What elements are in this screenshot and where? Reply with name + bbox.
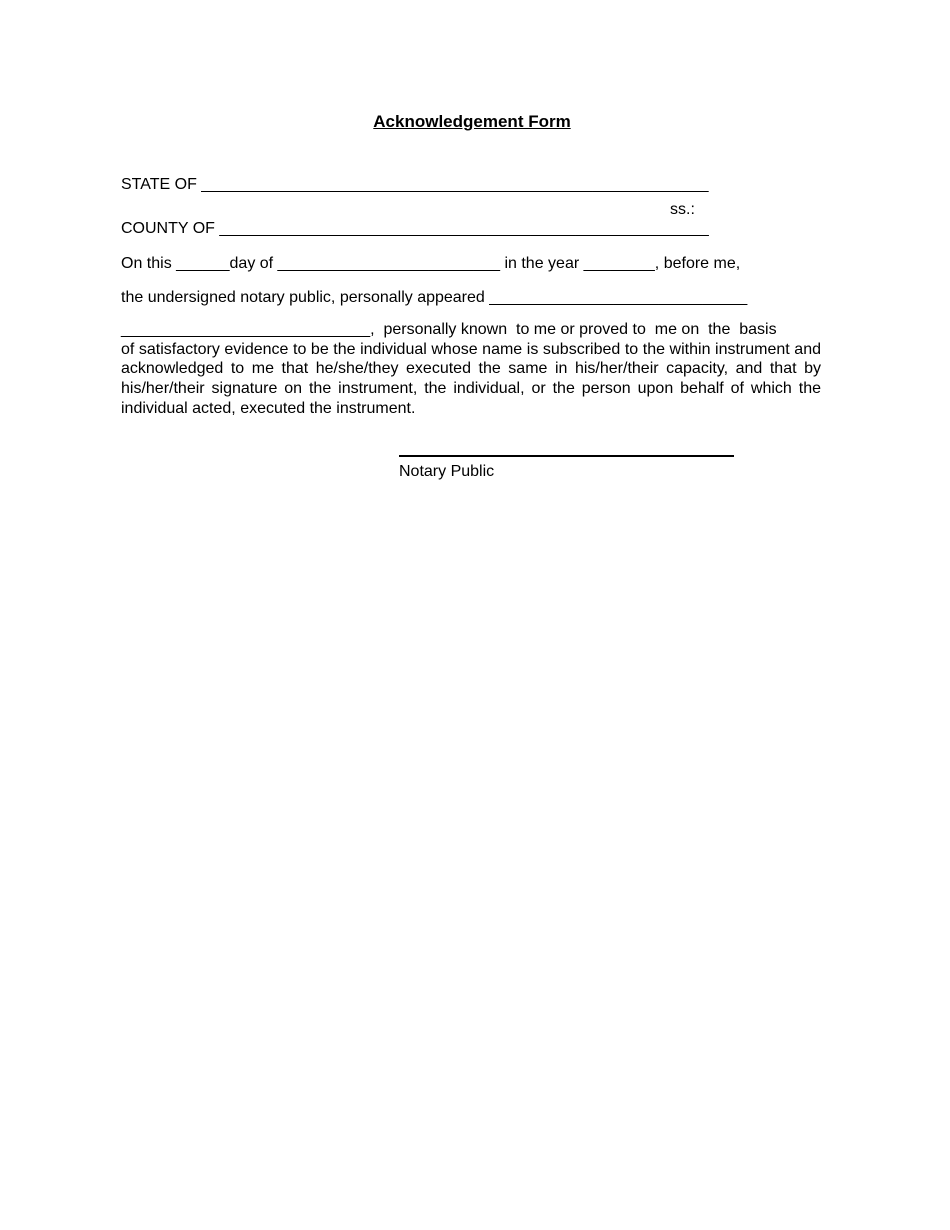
- paragraph-body: of satisfactory evidence to be the individual whose name is subscribed to the within instrument and acknowledged to me that he/she/they executed the same in his/her/their capacity, and that by his/her/their signature on the instrument, the individual, or the person upon behalf of which the individual acted, executed the instrument.: [121, 340, 821, 417]
- ss-label: ss.:: [670, 201, 695, 218]
- notary-public-label: Notary Public: [399, 463, 495, 480]
- date-line: On this ______day of _________________________ in the year ________, before me,: [121, 255, 741, 272]
- acknowledgement-paragraph: [121, 320, 821, 419]
- paragraph-first-line: ____________________________, personally known to me or proved to me on the basis: [121, 321, 777, 338]
- form-title: Acknowledgement Form: [373, 112, 571, 131]
- personally-appeared-line: the undersigned notary public, personally appeared _____________________________: [121, 289, 748, 306]
- signature-line: [399, 455, 734, 457]
- state-of-line: STATE OF _________________________________________________________: [121, 176, 709, 193]
- county-of-line: COUNTY OF _______________________________________________________: [121, 220, 709, 237]
